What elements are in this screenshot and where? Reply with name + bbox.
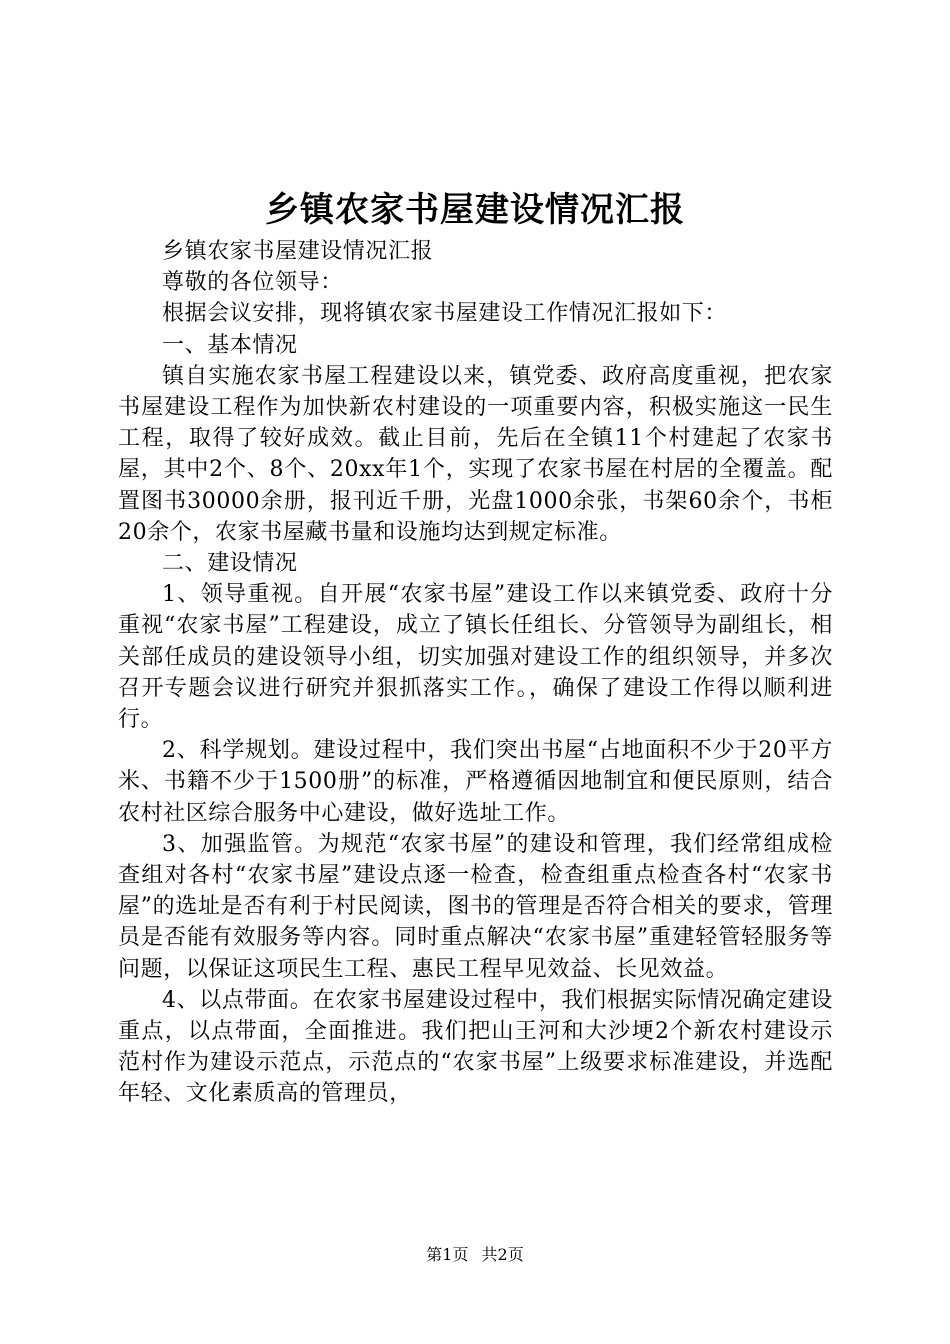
document-title: 乡镇农家书屋建设情况汇报 bbox=[265, 190, 685, 230]
paragraph-basic-situation: 镇自实施农家书屋工程建设以来，镇党委、政府高度重视，把农家书屋建设工程作为加快新农村建设的一项重要内容，积极实施这一民生工程，取得了较好成效。截止目前，先后在全镇11个村建起了农家书屋，其中2个、8个、20xx年1个，实现了农家书屋在村居的全覆盖。配置图书30000余册，报刊近千册，光盘1000余张，书架60余个，书柜20余个，农家书屋藏书量和设施均达到规定标准。 bbox=[118, 363, 833, 545]
section-heading-construction: 二、建设情况 bbox=[162, 551, 298, 577]
paragraph-item-4: 4、以点带面。在农家书屋建设过程中，我们根据实际情况确定建设重点，以点带面，全面推进。我们把山王河和大沙埂2个新农村建设示范村作为建设示范点，示范点的“农家书屋”上级要求标准建设，并选配年轻、文化素质高的管理员， bbox=[118, 987, 833, 1107]
paragraph-item-1: 1、领导重视。自开展“农家书屋”建设工作以来镇党委、政府十分重视“农家书屋”工程建设，成立了镇长任组长、分管领导为副组长，相关部任成员的建设领导小组，切实加强对建设工作的组织领导，并多次召开专题会议进行研究并狠抓落实工作。，确保了建设工作得以顺利进行。 bbox=[118, 582, 833, 733]
document-body bbox=[118, 236, 833, 1110]
paragraph-item-2: 2、科学规划。建设过程中，我们突出书屋“占地面积不少于20平方米、书籍不少于1500册”的标准，严格遵循因地制宜和便民原则，结合农村社区综合服务中心建设，做好选址工作。 bbox=[118, 738, 833, 826]
page-total: 共2页 bbox=[481, 1245, 524, 1264]
paragraph-intro: 根据会议安排，现将镇农家书屋建设工作情况汇报如下： bbox=[162, 301, 728, 327]
paragraph-subtitle: 乡镇农家书屋建设情况汇报 bbox=[162, 239, 434, 264]
page-footer bbox=[0, 1244, 950, 1266]
page-number: 第1页 bbox=[426, 1245, 469, 1264]
paragraph-salutation: 尊敬的各位领导： bbox=[162, 270, 343, 296]
paragraph-item-3: 3、加强监管。为规范“农家书屋”的建设和管理，我们经常组成检查组对各村“农家书屋”建设点逐一检查，检查组重点检查各村“农家书屋”的选址是否有利于村民阅读，图书的管理是否符合相关的要求，管理员是否能有效服务等内容。同时重点解决“农家书屋”重建轻管轻服务等问题，以保证这项民生工程、惠民工程早见效益、长见效益。 bbox=[118, 831, 833, 982]
section-heading-basic: 一、基本情况 bbox=[162, 332, 298, 358]
